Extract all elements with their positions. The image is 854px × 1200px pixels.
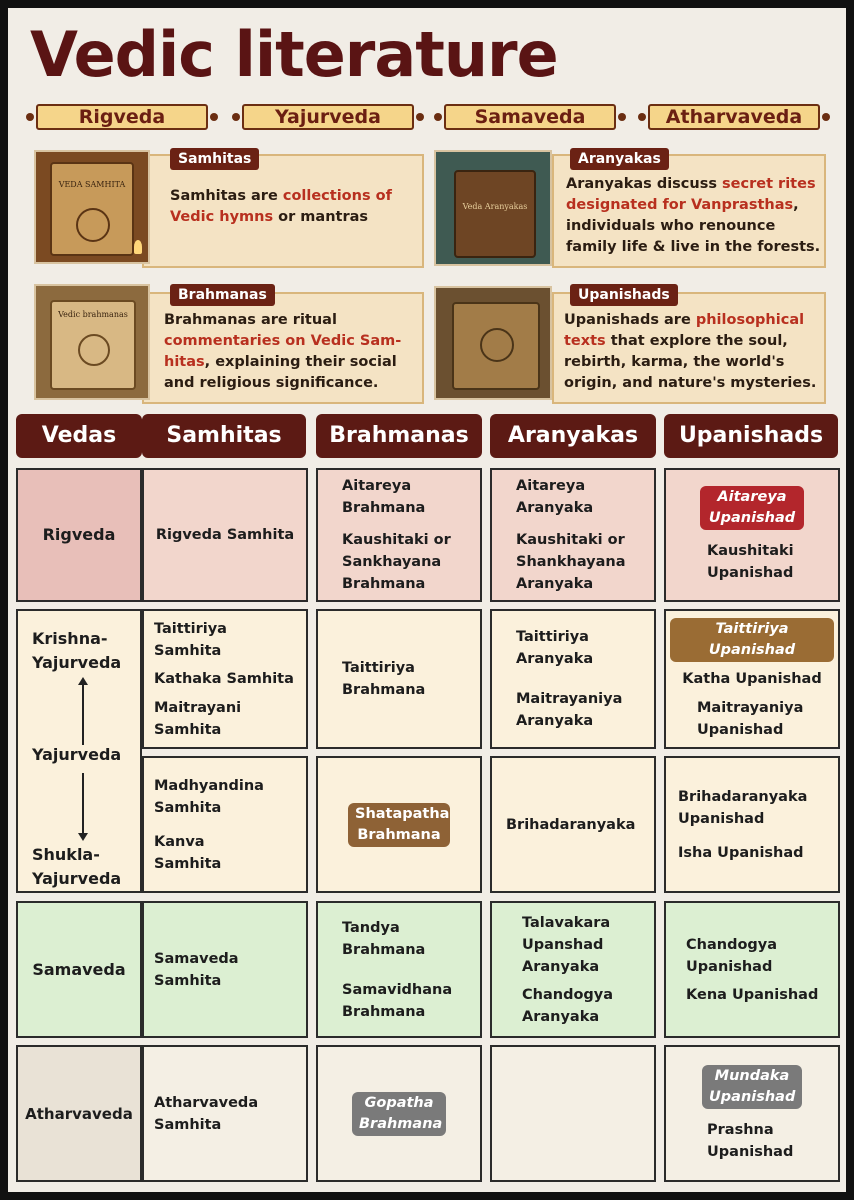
pill-label: Samaveda: [474, 106, 586, 128]
cell-shukla-samhitas: [142, 756, 308, 893]
cell-rigveda-upanishads: [664, 468, 840, 602]
cell-yajurveda-veda: [16, 609, 142, 893]
cell-atharvaveda-veda: [16, 1045, 142, 1182]
cell-samaveda-brahmanas: [316, 901, 482, 1038]
list-item: Taittiriya Brahmana: [342, 660, 426, 698]
arrowhead-up-icon: [78, 677, 88, 685]
list-item: Aitareya Brahmana: [342, 478, 426, 516]
list-item: Brihadaranyaka Upanishad: [678, 788, 808, 827]
down-arrow-icon: [82, 773, 84, 835]
list-item: Chandogya Aranyaka: [522, 986, 614, 1025]
samhitas-book-image: [34, 150, 150, 264]
samhitas-description: Samhitas are collections of Vedic hymns or mantras: [170, 188, 392, 225]
list-item: Samaveda Samhita: [154, 950, 239, 989]
arrowhead-down-icon: [78, 833, 88, 841]
pill-label: Yajurveda: [275, 106, 381, 128]
cell-rigveda-samhita: [142, 468, 308, 602]
list-item: Kena Upanishad: [686, 986, 819, 1003]
yajurveda-label: Yajurveda: [32, 745, 122, 764]
mandala-icon: [480, 328, 514, 362]
header-vedas: Vedas: [16, 414, 142, 458]
upanishads-book-image: [434, 286, 552, 400]
list-item: Kaushitaki or Sankhayana Brahmana: [342, 532, 451, 592]
list-item: Kanva Samhita: [154, 833, 222, 872]
cell-krishna-samhitas: [142, 609, 308, 749]
veda-name: Samaveda: [32, 959, 126, 979]
list-item: Atharvaveda Samhita: [154, 1094, 259, 1133]
list-item: Kaushitaki Upanishad: [707, 543, 794, 581]
book-icon: [454, 170, 536, 258]
cell-atharvaveda-upanishads: [664, 1045, 840, 1182]
brahmanas-book-image: [34, 284, 150, 400]
list-item: Tandya Brahmana: [342, 919, 426, 958]
book-icon: [50, 300, 136, 390]
up-arrow-icon: [82, 683, 84, 745]
header-upanishads: Upanishads: [664, 414, 838, 458]
upanishads-description: Upanishads are philosophical texts that explore the soul, rebirth, karma, the world's origin, and nature's mysteries.: [564, 312, 817, 391]
highlight-badge: Shatapatha Brahmana: [348, 803, 450, 847]
cell-shukla-upanishads: [664, 756, 840, 893]
cell-rigveda-veda: [16, 468, 142, 602]
pill-label: Rigveda: [78, 106, 166, 128]
veda-name: Atharvaveda: [25, 1104, 133, 1123]
list-item: Aitareya Aranyaka: [516, 478, 594, 516]
pill-samaveda: [444, 104, 616, 130]
cell-samaveda-veda: [16, 901, 142, 1038]
aranyakas-label: Aranyakas: [570, 148, 669, 170]
list-item: Prashna Upanishad: [707, 1121, 794, 1160]
list-item: Brihadaranyaka: [506, 816, 636, 833]
cell-krishna-aranyakas: [490, 609, 656, 749]
cell-atharvaveda-samhita: [142, 1045, 308, 1182]
list-item: Taittiriya Samhita: [154, 620, 227, 659]
list-item: Talavakara Upanshad Aranyaka: [522, 914, 611, 975]
list-item: Katha Upanishad: [682, 671, 822, 687]
list-item: Kathaka Samhita: [154, 671, 294, 687]
list-item: Maitrayani Samhita: [154, 699, 242, 738]
cell-krishna-upanishads: [664, 609, 840, 749]
highlight-badge: Mundaka Upanishad: [702, 1065, 802, 1109]
list-item: Madhyandina Samhita: [154, 777, 264, 816]
book-icon: [452, 302, 540, 390]
cell-atharvaveda-brahmana: [316, 1045, 482, 1182]
page-title: Vedic literature: [30, 18, 558, 91]
candle-icon: [134, 240, 142, 254]
cell-samaveda-aranyakas: [490, 901, 656, 1038]
book-title: Veda Aranyakas: [462, 202, 528, 211]
cell-samaveda-upanishads: [664, 901, 840, 1038]
list-item: Taittiriya Aranyaka: [516, 629, 594, 667]
pill-label: Atharvaveda: [665, 106, 803, 128]
list-item: Kaushitaki or Shankhayana Aranyaka: [516, 532, 626, 592]
upanishads-label: Upanishads: [570, 284, 678, 306]
highlight-badge: Aitareya Upanishad: [700, 486, 804, 530]
veda-name: Rigveda: [42, 525, 116, 544]
krishna-yajurveda-label: Krishna-Yajurveda: [32, 629, 122, 672]
brahmanas-description: Brahmanas are ritual commentaries on Vedic Sam-hitas, explaining their social and religious significance.: [164, 312, 402, 391]
mandala-icon: [78, 334, 110, 366]
samhita-text: Rigveda Samhita: [155, 527, 295, 543]
book-icon: [50, 162, 134, 256]
aranyakas-description: Aranyakas discuss secret rites designated for Vanprasthas, individuals who renounce family life & live in the forests.: [566, 176, 821, 255]
aranyakas-book-image: [434, 150, 552, 266]
poster: [8, 8, 846, 1192]
cell-atharvaveda-aranyaka-empty: [490, 1045, 656, 1182]
list-item: Maitrayaniya Upanishad: [697, 699, 804, 738]
samhitas-label: Samhitas: [170, 148, 259, 170]
highlight-badge: Taittiriya Upanishad: [670, 618, 834, 662]
pill-atharvaveda: [648, 104, 820, 130]
brahmanas-label: Brahmanas: [170, 284, 275, 306]
cell-samaveda-samhita: [142, 901, 308, 1038]
highlight-badge: Gopatha Brahmana: [352, 1092, 446, 1136]
pill-yajurveda: [242, 104, 414, 130]
cell-krishna-brahmana: [316, 609, 482, 749]
list-item: Isha Upanishad: [678, 844, 804, 861]
list-item: Samavidhana Brahmana: [342, 981, 453, 1020]
list-item: Chandogya Upanishad: [686, 936, 778, 975]
book-title: Vedic brahmanas: [58, 310, 128, 319]
cell-rigveda-aranyakas: [490, 468, 656, 602]
header-aranyakas: Aranyakas: [490, 414, 656, 458]
cell-rigveda-brahmanas: [316, 468, 482, 602]
book-title: VEDA SAMHITA: [58, 180, 126, 189]
list-item: Maitrayaniya Aranyaka: [516, 691, 623, 729]
shukla-yajurveda-label: Shukla-Yajurveda: [32, 845, 122, 888]
pill-rigveda: [36, 104, 208, 130]
cell-shukla-brahmana: [316, 756, 482, 893]
header-samhitas: Samhitas: [142, 414, 306, 458]
mandala-icon: [76, 208, 110, 242]
cell-shukla-aranyaka: [490, 756, 656, 893]
header-brahmanas: Brahmanas: [316, 414, 482, 458]
